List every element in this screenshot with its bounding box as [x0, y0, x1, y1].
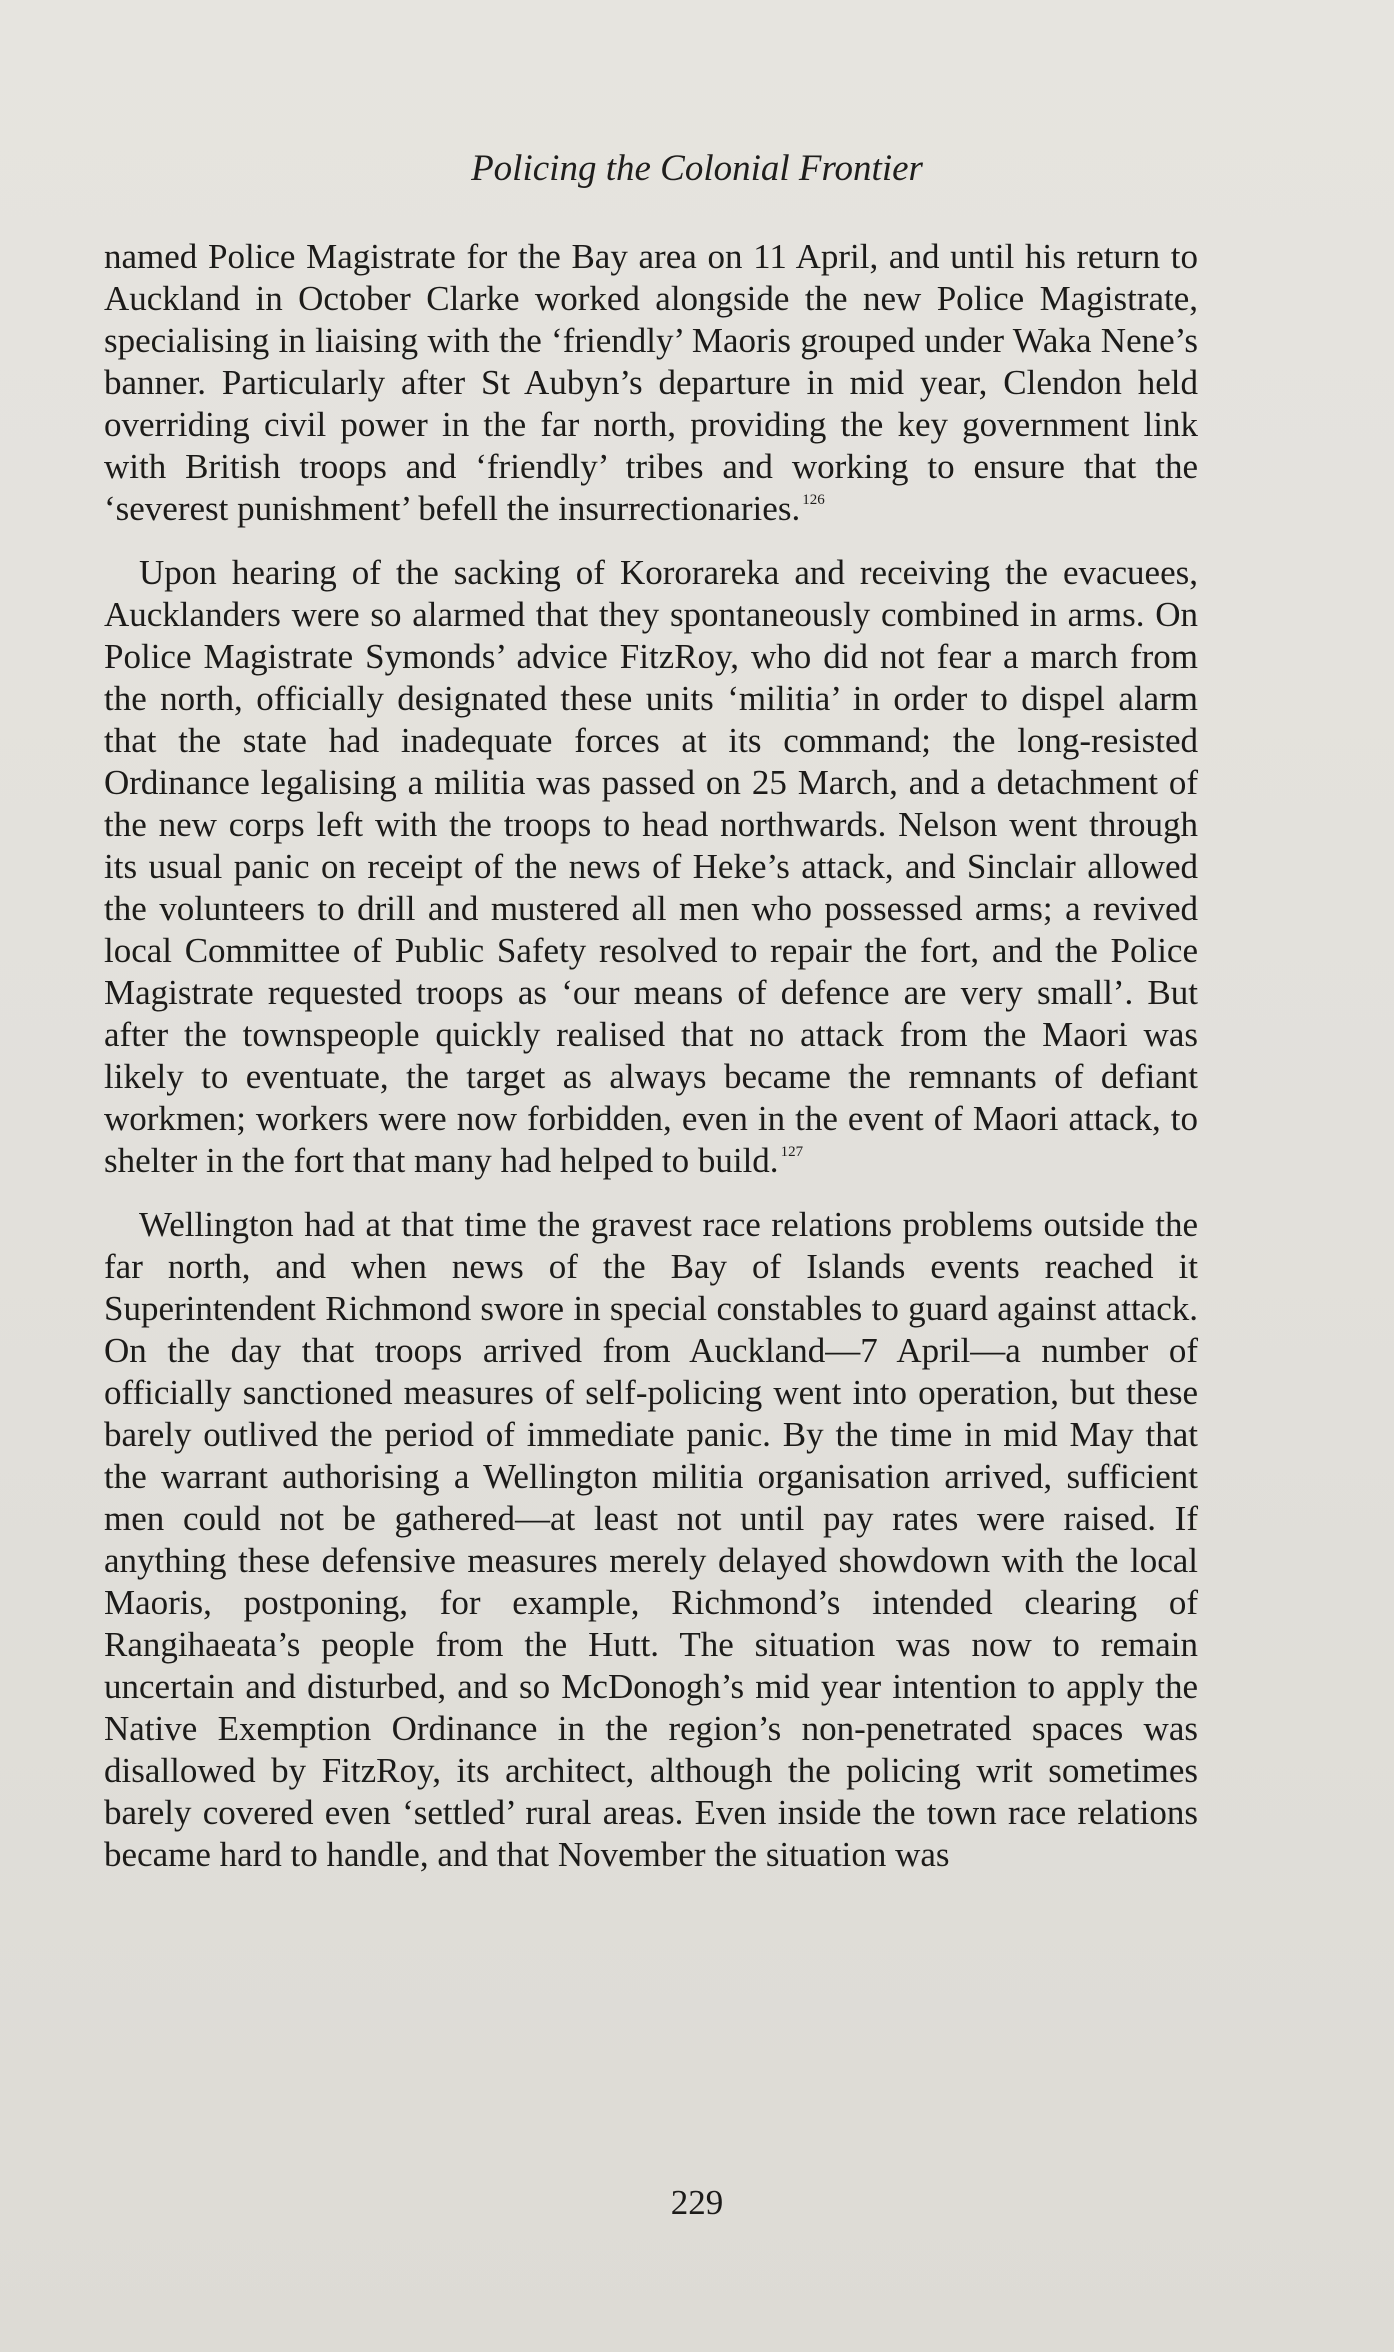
paragraph: [104, 1204, 1198, 1876]
body-text: [104, 236, 1198, 1898]
footnote-ref: 126: [802, 492, 825, 508]
paragraph-text: Wellington had at that time the gravest race relations problems outside the far north, and when news of the Bay of Islands events reached it Superintendent Richmond swore in special constables to guard against attack. On the day that troops arrived from Auckland—7 April—a number of officially sanctioned measures of self-policing went into operation, but these barely outlived the period of immediate panic. By the time in mid May that the warrant authorising a Wellington militia organisation arrived, sufficient men could not be gathered—at least not until pay rates were raised. If anything these defensive measures merely delayed showdown with the local Maoris, postponing, for example, Richmond’s intended clearing of Rangihaeata’s people from the Hutt. The situation was now to remain uncertain and disturbed, and so McDonogh’s mid year intention to apply the Native Exemption Ordinance in the region’s non-penetrated spaces was disallowed by FitzRoy, its architect, although the policing writ sometimes barely covered even ‘settled’ rural areas. Even inside the town race relations became hard to handle, and that November the situation was: [104, 1205, 1198, 1874]
page-number: 229: [670, 2183, 724, 2222]
paragraph: [104, 236, 1198, 530]
paragraph-text: Upon hearing of the sacking of Kororareka and receiving the evacuees, Aucklanders were so alarmed that they spontaneously combined in arms. On Police Magistrate Symonds’ advice FitzRoy, who did not fear a march from the north, officially designated these units ‘militia’ in order to dispel alarm that the state had inadequate forces at its command; the long-resisted Ordinance legalising a militia was passed on 25 March, and a detachment of the new corps left with the troops to head northwards. Nelson went through its usual panic on receipt of the news of Heke’s attack, and Sinclair allowed the volunteers to drill and mustered all men who possessed arms; a revived local Committee of Public Safety resolved to repair the fort, and the Police Magistrate requested troops as ‘our means of defence are very small’. But after the townspeople quickly realised that no attack from the Maori was likely to eventuate, the target as always became the remnants of defiant workmen; workers were now forbidden, even in the event of Maori attack, to shelter in the fort that many had helped to build.: [104, 553, 1198, 1180]
running-head: Policing the Colonial Frontier: [471, 148, 923, 189]
footnote-ref: 127: [780, 1144, 804, 1160]
paragraph-text: named Police Magistrate for the Bay area on 11 April, and until his return to Auckland in October Clarke worked alongside the new Police Magistrate, specialising in liaising with the ‘friendly’ Maoris grouped under Waka Nene’s banner. Particularly after St Aubyn’s departure in mid year, Clendon held overriding civil power in the far north, providing the key government link with British troops and ‘friendly’ tribes and working to ensure that the ‘severest punishment’ befell the insurrectionaries.: [104, 237, 1198, 528]
paragraph: [104, 552, 1198, 1182]
